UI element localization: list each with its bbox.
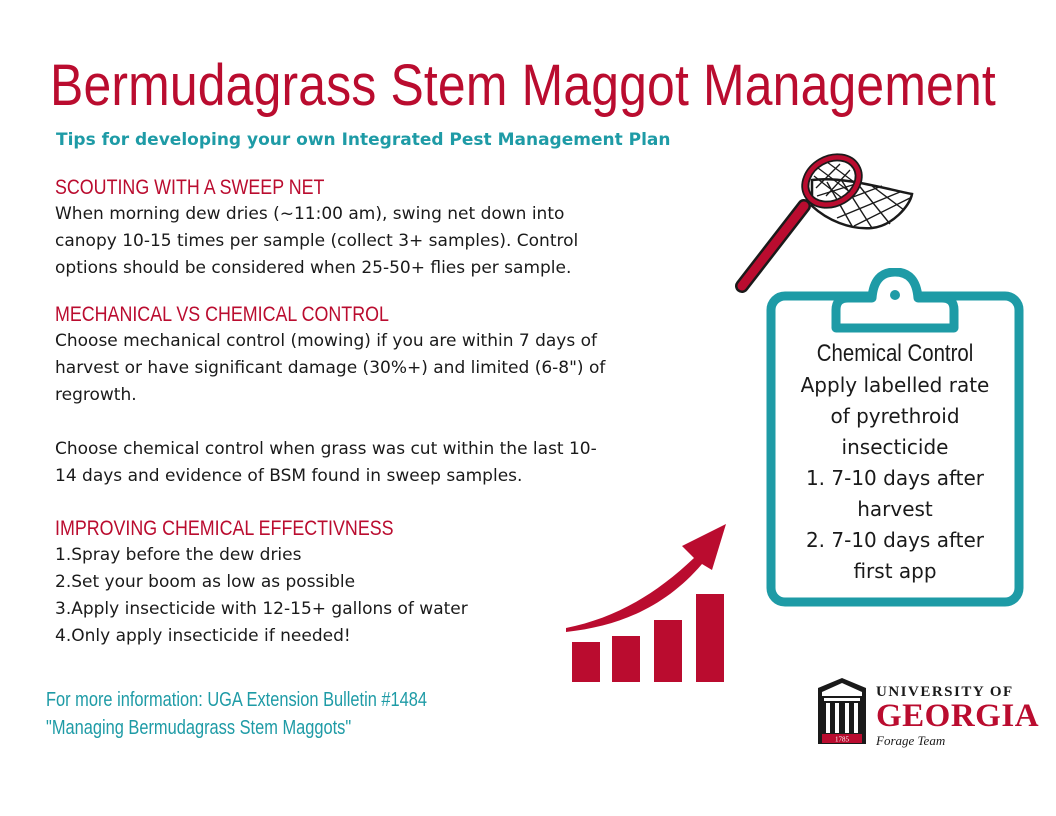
section-improving [55, 517, 555, 650]
growth-chart-icon [566, 520, 732, 686]
clipboard-line: first app [853, 559, 937, 583]
section-body-mechanical [55, 328, 723, 409]
section-body-chemical-choice [55, 436, 723, 490]
page-subtitle: Tips for developing your own Integrated Pest Management Plan [56, 130, 671, 150]
body-line: regrowth. [55, 385, 137, 405]
section-heading-improving: IMPROVING CHEMICAL EFFECTIVNESS [55, 517, 394, 540]
clipboard-content [778, 340, 1012, 587]
more-info-line: For more information: UGA Extension Bulletin #1484 [46, 689, 428, 711]
body-line: 14 days and evidence of BSM found in sweep samples. [55, 466, 523, 486]
clipboard-line: insecticide [841, 435, 949, 459]
body-line: harvest or have significant damage (30%+) and limited (6-8") of [55, 358, 606, 378]
section-heading-scouting: SCOUTING WITH A SWEEP NET [55, 176, 325, 199]
body-line: When morning dew dries (~11:00 am), swing net down into [55, 204, 565, 224]
arch-icon [816, 676, 868, 746]
clipboard-line: harvest [857, 497, 933, 521]
section-mechanical [55, 303, 723, 409]
section-body-scouting [55, 201, 715, 282]
body-line: options should be considered when 25-50+ flies per sample. [55, 258, 572, 278]
list-item: 1.Spray before the dew dries [55, 545, 302, 565]
logo-year: 1785 [835, 735, 849, 744]
section-heading-mechanical: MECHANICAL VS CHEMICAL CONTROL [55, 303, 389, 326]
body-line: canopy 10-15 times per sample (collect 3+ samples). Control [55, 231, 579, 251]
list-item: 3.Apply insecticide with 12-15+ gallons of water [55, 599, 468, 619]
section-scouting [55, 176, 715, 282]
list-item: 4.Only apply insecticide if needed! [55, 626, 351, 646]
list-item: 2.Set your boom as low as possible [55, 572, 356, 592]
clipboard-line: 1. 7-10 days after [805, 466, 985, 490]
clipboard-line: of pyrethroid [830, 404, 960, 428]
more-info [46, 686, 427, 742]
uga-logo [816, 676, 1040, 756]
clipboard-line: 2. 7-10 days after [805, 528, 985, 552]
logo-university-text: UNIVERSITY OF [876, 684, 1014, 700]
clipboard-title: Chemical Control [816, 340, 974, 367]
body-line: Choose chemical control when grass was cut within the last 10- [55, 439, 597, 459]
logo-georgia-text: GEORGIA [876, 698, 1040, 734]
clipboard-line: Apply labelled rate [800, 373, 990, 397]
more-info-line: "Managing Bermudagrass Stem Maggots" [46, 717, 352, 739]
section-chemical-choice [55, 436, 723, 490]
page-title: Bermudagrass Stem Maggot Management [50, 53, 996, 118]
clipboard-panel [766, 268, 1024, 608]
logo-team-text: Forage Team [876, 733, 946, 748]
body-line: Choose mechanical control (mowing) if you are within 7 days of [55, 331, 598, 351]
steps-list [55, 542, 555, 650]
